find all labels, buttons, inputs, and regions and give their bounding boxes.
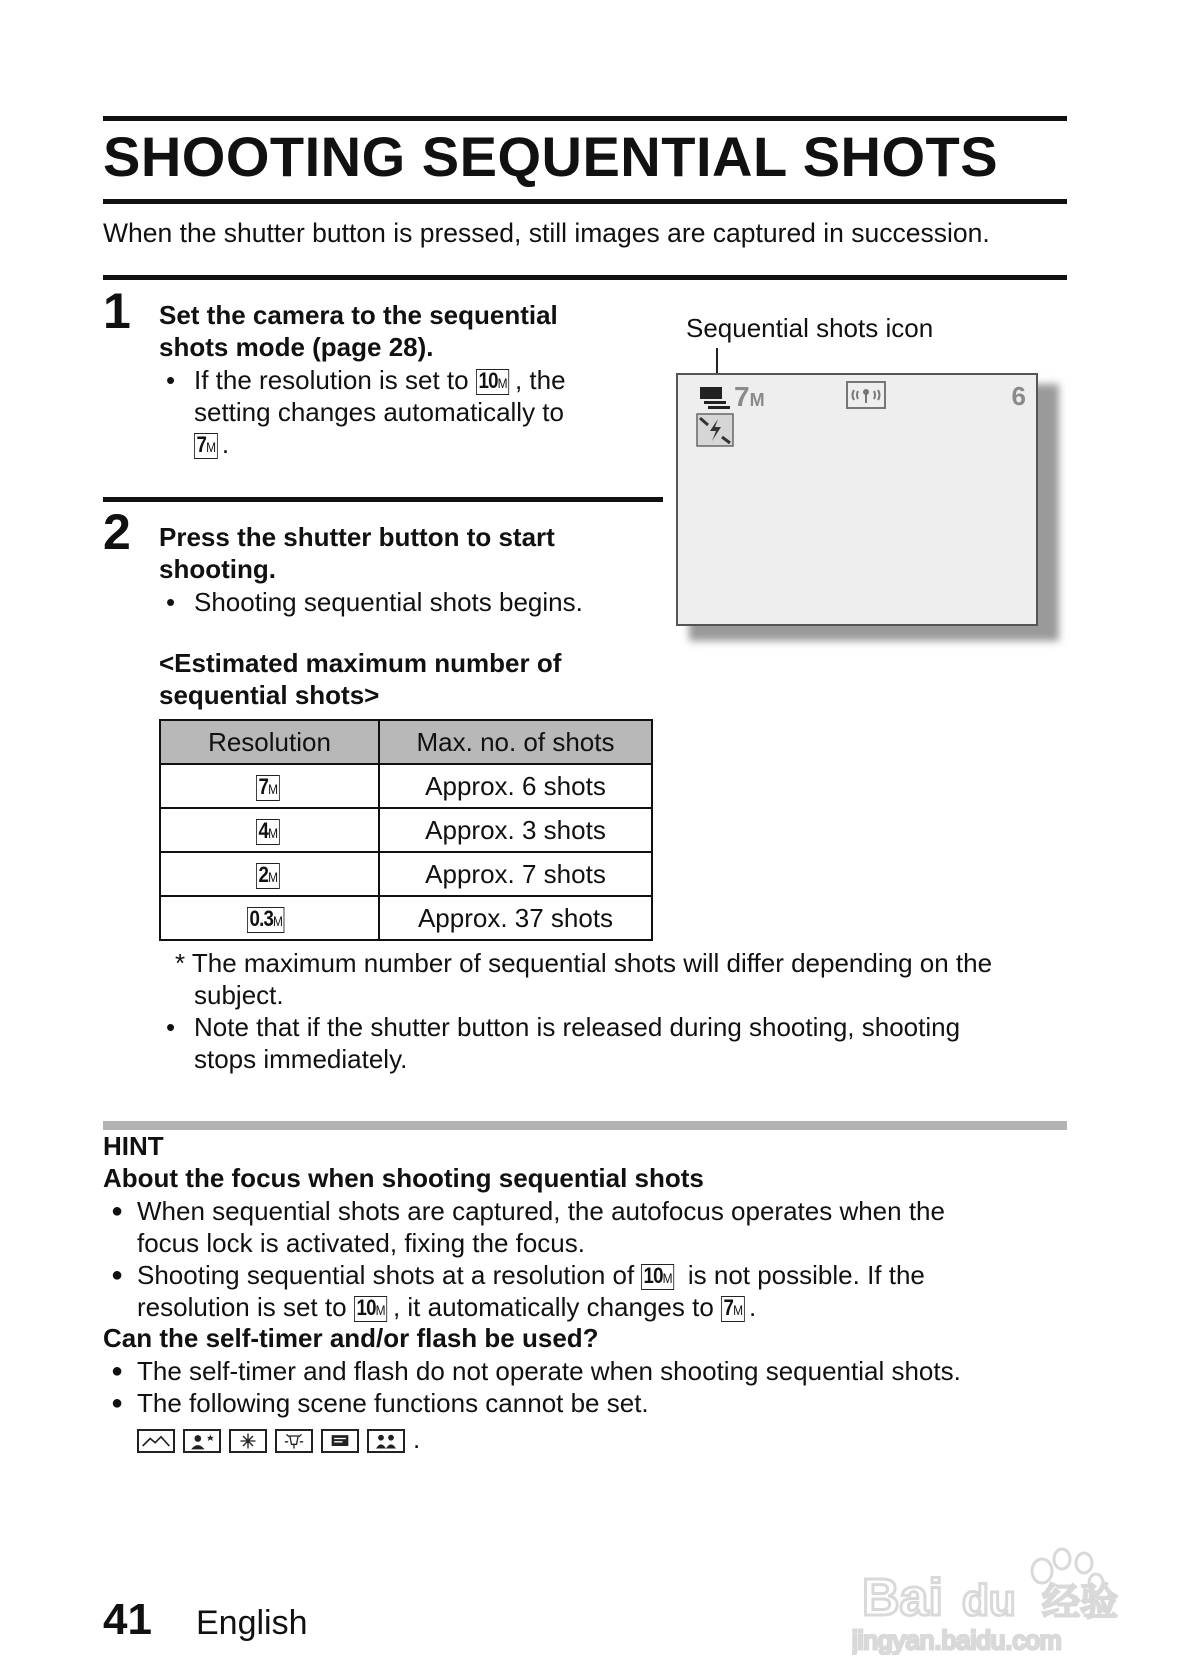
page-language: English <box>196 1604 308 1642</box>
step2-number: 2 <box>103 504 131 560</box>
resolution-10m-icon: 10M <box>641 1264 674 1290</box>
step2-rule <box>103 497 663 502</box>
sequential-shots-icon <box>698 383 732 409</box>
resolution-0.3m-icon: 0.3M <box>247 907 285 933</box>
lcd-label: Sequential shots icon <box>686 313 934 343</box>
night-portrait-scene-icon <box>183 1429 221 1453</box>
baidu-watermark-logo <box>852 1545 1142 1655</box>
table-row <box>160 896 652 940</box>
table-cell: Approx. 6 shots <box>379 764 652 808</box>
resolution-7m-icon: 7M <box>194 433 218 459</box>
page-title: SHOOTING SEQUENTIAL SHOTS <box>103 125 999 188</box>
resolution-7m-icon: 7M <box>256 775 280 801</box>
footnote-note: • Note that if the shutter button is released during shooting, shooting stops immediately. <box>166 1012 961 1074</box>
footnote-star: * The maximum number of sequential shots will differ depending on the subject. <box>175 948 993 1010</box>
fireworks-scene-icon <box>229 1429 267 1453</box>
timer-bullet-1: ● The self-timer and flash do not operate when shooting sequential shots. <box>111 1356 961 1386</box>
resolution-7m-icon: 7M <box>721 1296 745 1322</box>
step1-bullet: • If the resolution is set to 10M , the setting changes automatically to 7M . <box>166 365 566 459</box>
text-scene-icon <box>321 1429 359 1453</box>
intro-text: When the shutter button is pressed, still images are captured in succession. <box>103 218 990 248</box>
focus-bullet-1: ● When sequential shots are captured, the autofocus operates when the focus lock is activated, fixing the focus. <box>111 1196 945 1258</box>
resolution-10m-icon: 10M <box>476 369 509 395</box>
focus-heading: About the focus when shooting sequential shots <box>103 1163 704 1193</box>
timer-bullet-2: ● The following scene functions cannot be set. . <box>111 1388 649 1454</box>
hint-bar <box>103 1121 1067 1130</box>
step1-rule <box>103 275 1067 280</box>
lamp-scene-icon <box>275 1429 313 1453</box>
page-number: 41 <box>103 1595 152 1644</box>
timer-heading: Can the self-timer and/or flash be used? <box>103 1323 599 1353</box>
step2-heading: Press the shutter button to start shooting. <box>159 522 555 584</box>
landscape-scene-icon <box>137 1429 175 1453</box>
table-header-row <box>160 720 652 764</box>
table-cell: Approx. 37 shots <box>379 896 652 940</box>
table-header: Max. no. of shots <box>379 720 652 764</box>
focus-bullet-2: ● Shooting sequential shots at a resolution of 10M is not possible. If the resolution is set to 10M , it automatically changes to 7M . <box>111 1260 925 1322</box>
table-row <box>160 808 652 852</box>
table-cell: Approx. 3 shots <box>379 808 652 852</box>
table-header: Resolution <box>160 720 379 764</box>
svg-text:经验: 经验 <box>1042 1580 1119 1624</box>
table-row <box>160 852 652 896</box>
title-top-rule <box>103 116 1067 121</box>
hint-label: HINT <box>103 1131 164 1161</box>
svg-text:du: du <box>962 1576 1016 1625</box>
group-portrait-scene-icon <box>367 1429 405 1453</box>
step1-heading: Set the camera to the sequential shots mode (page 28). <box>159 300 558 362</box>
title-bottom-rule <box>103 199 1067 204</box>
lcd-screen <box>676 373 1038 626</box>
step1-number: 1 <box>103 283 131 339</box>
sequential-shots-table <box>159 719 653 941</box>
remaining-shots-count: 6 <box>1011 381 1026 411</box>
resolution-4m-icon: 4M <box>256 819 280 845</box>
step2-bullet: • Shooting sequential shots begins. <box>166 587 583 617</box>
lcd-resolution-icon: 7M <box>734 381 765 412</box>
image-stabilizer-icon <box>846 381 886 409</box>
resolution-10m-icon: 10M <box>354 1296 387 1322</box>
svg-text:Bai: Bai <box>862 1569 943 1627</box>
resolution-2m-icon: 2M <box>256 863 280 889</box>
svg-text:jingyan.baidu.com: jingyan.baidu.com <box>852 1625 1062 1655</box>
estimate-heading: <Estimated maximum number of sequential shots> <box>159 648 562 710</box>
table-row <box>160 764 652 808</box>
flash-off-icon <box>696 413 734 447</box>
table-cell: Approx. 7 shots <box>379 852 652 896</box>
